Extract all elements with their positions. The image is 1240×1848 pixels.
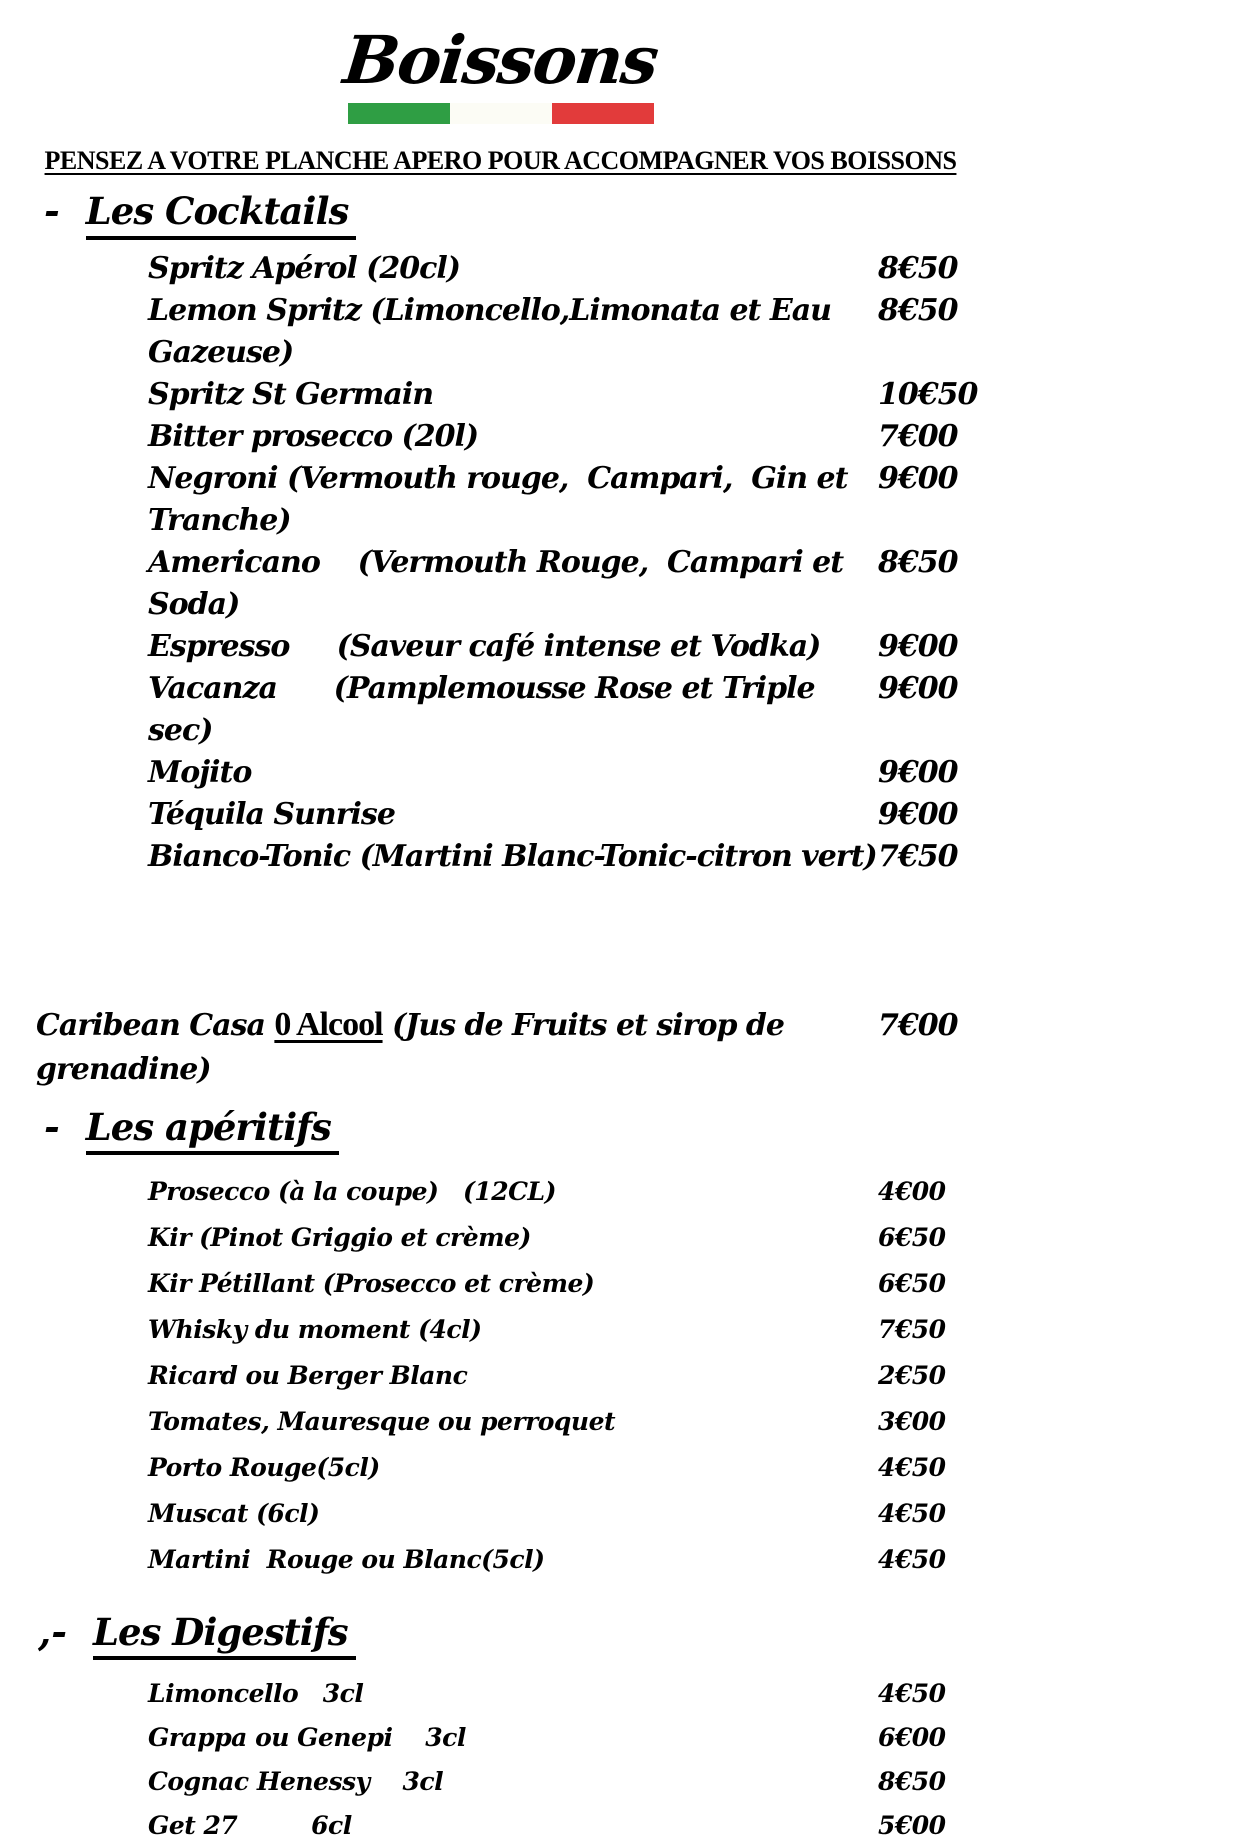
section-aperitifs <box>18 1104 983 1583</box>
menu-item-price: 6€50 <box>878 1268 946 1298</box>
menu-item-price: 9€00 <box>878 670 958 706</box>
menu-item-price: 4€00 <box>878 1176 946 1206</box>
menu-item-name: Limoncello 3cl <box>148 1679 364 1709</box>
menu-page <box>18 0 983 1848</box>
menu-item-name: Grappa ou Genepi 3cl <box>148 1723 466 1753</box>
menu-item-price: 8€50 <box>878 292 958 328</box>
menu-item-name <box>18 1003 878 1092</box>
menu-item-name: Vacanza (Pamplemousse Rose et Triple sec) <box>148 670 825 748</box>
menu-item-row <box>18 668 983 752</box>
menu-item-row <box>18 1804 983 1848</box>
bullet-dash: - <box>44 188 60 234</box>
menu-item-row <box>18 752 983 794</box>
menu-item-price: 8€50 <box>878 1767 946 1797</box>
menu-item-row <box>18 458 983 542</box>
section-title-aperitifs: Les apéritifs <box>86 1104 339 1155</box>
section-digestifs <box>18 1609 983 1848</box>
promo-banner: PENSEZ A VOTRE PLANCHE APERO POUR ACCOMPAGNER VOS BOISSONS <box>44 146 957 176</box>
menu-item-price: 4€50 <box>878 1498 946 1528</box>
aperitifs-list <box>18 1169 983 1583</box>
menu-item-name: Cognac Henessy 3cl <box>148 1767 444 1797</box>
menu-item-price: 5€00 <box>878 1811 946 1841</box>
menu-item-row <box>18 1215 983 1261</box>
menu-item-name: Prosecco (à la coupe) (12CL) <box>148 1176 556 1206</box>
menu-item-price: 3€00 <box>878 1406 946 1436</box>
menu-item-row <box>18 416 983 458</box>
menu-item-name: Whisky du moment (4cl) <box>148 1314 482 1344</box>
menu-item-price: 10€50 <box>878 376 978 412</box>
menu-item-row <box>18 542 983 626</box>
menu-item-row <box>18 290 983 374</box>
menu-item-name: Espresso (Saveur café intense et Vodka) <box>148 628 821 664</box>
section-heading-aperitifs <box>18 1104 983 1155</box>
caribean-special-row <box>18 1003 983 1092</box>
section-title-digestifs: Les Digestifs <box>93 1609 356 1660</box>
menu-item-name: Tomates, Mauresque ou perroquet <box>148 1406 616 1436</box>
cocktails-list <box>18 248 983 878</box>
menu-item-price: 9€00 <box>878 754 958 790</box>
menu-item-name: Mojito <box>148 754 252 790</box>
menu-item-price: 6€50 <box>878 1222 946 1252</box>
menu-item-name: Kir (Pinot Griggio et crème) <box>148 1222 531 1252</box>
menu-item-price: 9€00 <box>878 628 958 664</box>
menu-item-price: 4€50 <box>878 1452 946 1482</box>
menu-item-price: 7€00 <box>878 1007 958 1043</box>
menu-item-name: Lemon Spritz (Limoncello,Limonata et Eau Gazeuse) <box>148 292 841 370</box>
menu-item-price: 7€50 <box>878 1314 946 1344</box>
menu-item-price: 7€50 <box>878 838 958 874</box>
section-heading-cocktails <box>18 188 983 239</box>
menu-item-name: Bianco-Tonic (Martini Blanc-Tonic-citron vert) <box>148 838 877 874</box>
menu-item-name: Americano (Vermouth Rouge, Campari et Soda) <box>148 544 853 622</box>
menu-item-row <box>18 1445 983 1491</box>
flag-white-stripe <box>450 103 552 124</box>
menu-item-name: Spritz Apérol (20cl) <box>148 250 460 286</box>
caribean-name-suffix: (Jus de Fruits et sirop de grenadine) <box>36 1007 794 1087</box>
menu-item-row <box>18 248 983 290</box>
menu-item-row <box>18 1716 983 1760</box>
flag-red-stripe <box>552 103 654 124</box>
menu-item-row <box>18 1672 983 1716</box>
menu-item-row <box>18 1169 983 1215</box>
menu-item-name: Porto Rouge(5cl) <box>148 1452 380 1482</box>
menu-item-name: Martini Rouge ou Blanc(5cl) <box>148 1544 545 1574</box>
menu-item-price: 4€50 <box>878 1544 946 1574</box>
section-heading-digestifs <box>18 1609 983 1660</box>
menu-item-row <box>18 1399 983 1445</box>
menu-item-price: 4€50 <box>878 1679 946 1709</box>
menu-item-price: 9€00 <box>878 460 958 496</box>
menu-item-row <box>18 1261 983 1307</box>
bullet-dash: - <box>44 1103 60 1149</box>
menu-item-row <box>18 1307 983 1353</box>
menu-item-row <box>18 836 983 878</box>
menu-item-row <box>18 1491 983 1537</box>
header <box>18 21 983 99</box>
menu-item-row <box>18 1760 983 1804</box>
menu-item-price: 9€00 <box>878 796 958 832</box>
menu-item-row <box>18 626 983 668</box>
menu-item-row <box>18 374 983 416</box>
menu-item-name: Muscat (6cl) <box>148 1498 320 1528</box>
menu-item-price: 6€00 <box>878 1723 946 1753</box>
menu-item-price: 2€50 <box>878 1360 946 1390</box>
bullet-dash: ,- <box>38 1608 68 1654</box>
menu-item-price: 7€00 <box>878 418 958 454</box>
menu-item-price: 8€50 <box>878 544 958 580</box>
menu-item-row <box>18 1353 983 1399</box>
menu-item-name: Kir Pétillant (Prosecco et crème) <box>148 1268 595 1298</box>
menu-item-name: Get 27 6cl <box>148 1811 352 1841</box>
section-cocktails <box>18 188 983 877</box>
caribean-name-prefix: Caribean Casa <box>36 1007 275 1043</box>
menu-item-name: Bitter prosecco (20l) <box>148 418 479 454</box>
flag-green-stripe <box>348 103 450 124</box>
section-title-cocktails: Les Cocktails <box>86 188 357 239</box>
page-title: Boissons <box>340 21 661 99</box>
menu-item-name: Spritz St Germain <box>148 376 434 412</box>
menu-item-name: Negroni (Vermouth rouge, Campari, Gin et Tranche) <box>148 460 857 538</box>
menu-item-row <box>18 1537 983 1583</box>
menu-item-name: Téquila Sunrise <box>148 796 395 832</box>
italian-flag <box>348 103 654 124</box>
zero-alcool-label: 0 Alcool <box>274 1005 383 1043</box>
digestifs-list <box>18 1672 983 1848</box>
menu-item-price: 8€50 <box>878 250 958 286</box>
menu-item-name: Ricard ou Berger Blanc <box>148 1360 468 1390</box>
menu-item-row <box>18 794 983 836</box>
